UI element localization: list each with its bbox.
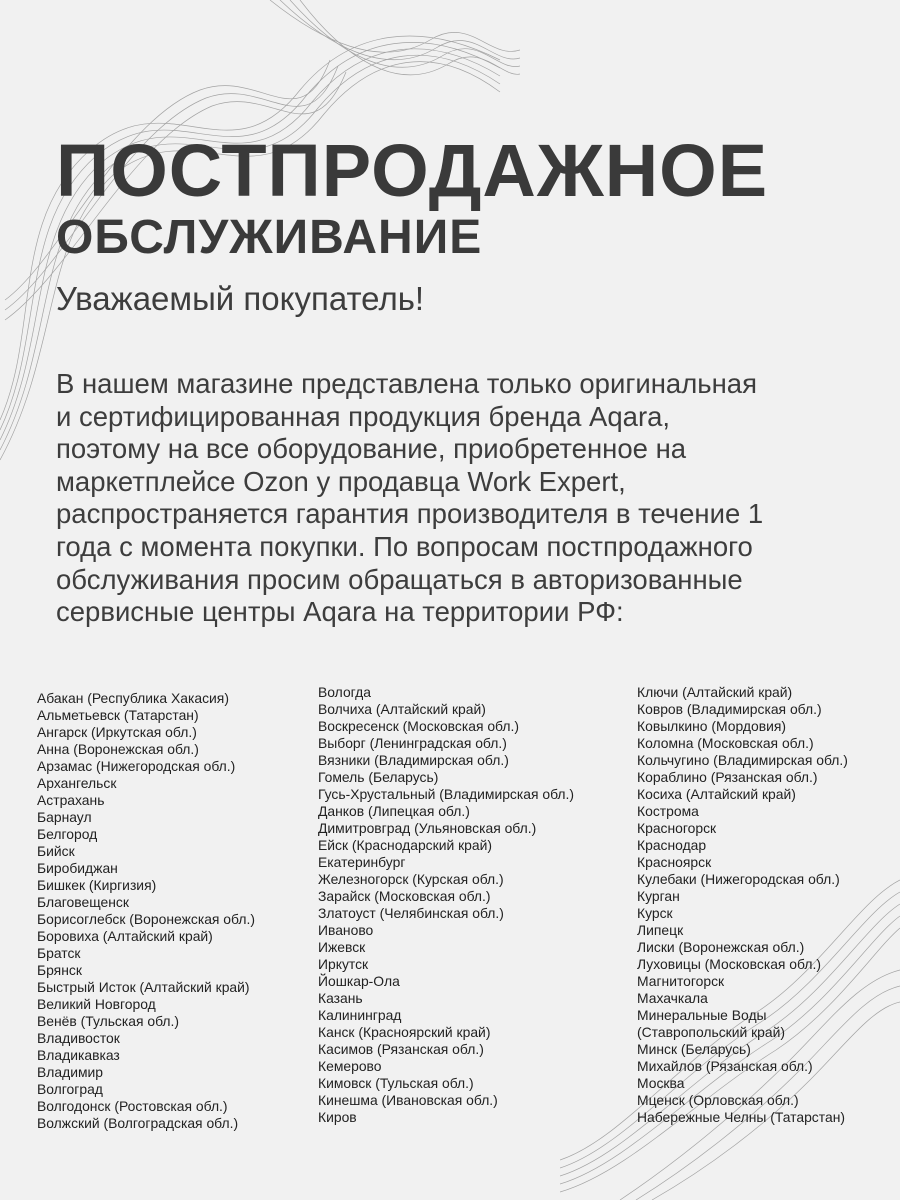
city-item: Ейск (Краснодарский край) <box>318 837 492 853</box>
warranty-line: сервисные центры Aqara на территории РФ: <box>56 596 624 628</box>
city-item: Минск (Беларусь) <box>637 1041 751 1057</box>
city-item: Кимовск (Тульская обл.) <box>318 1075 474 1091</box>
city-item: Волгодонск (Ростовская обл.) <box>37 1098 228 1114</box>
city-item: Димитровград (Ульяновская обл.) <box>318 820 537 836</box>
city-item: Бишкек (Киргизия) <box>37 877 157 893</box>
warranty-line: обслуживания просим обращаться в авторизованные <box>56 563 743 595</box>
city-item: Красногорск <box>637 820 717 836</box>
city-item: Железногорск (Курская обл.) <box>318 871 504 887</box>
city-item: Братск <box>37 945 81 961</box>
city-item: Венёв (Тульская обл.) <box>37 1013 180 1029</box>
city-item: Киров <box>318 1109 357 1125</box>
city-item: Махачкала <box>637 990 708 1006</box>
warranty-line: маркетплейсе Ozon у продавца Work Expert, <box>56 465 626 497</box>
warranty-line: распространяется гарантия производителя в течение 1 <box>56 498 764 530</box>
city-item: Иркутск <box>318 956 369 972</box>
city-item: Волчиха (Алтайский край) <box>318 701 486 717</box>
city-item: Арзамас (Нижегородская обл.) <box>37 758 236 774</box>
city-item: Липецк <box>637 922 684 938</box>
city-item: Набережные Челны (Татарстан) <box>637 1109 845 1125</box>
page-title: ПОСТПРОДАЖНОЕ <box>56 129 769 212</box>
city-item: Курган <box>637 888 680 904</box>
city-item: Кемерово <box>318 1058 382 1074</box>
city-list-column-2 <box>318 684 574 1126</box>
warranty-line: года с момента покупки. По вопросам постпродажного <box>56 530 753 562</box>
city-item: Зарайск (Московская обл.) <box>318 888 491 904</box>
city-item: Барнаул <box>37 809 92 825</box>
city-item: Ангарск (Иркутская обл.) <box>37 724 197 740</box>
city-item: Волжский (Волгоградская обл.) <box>37 1115 239 1131</box>
city-item: Магнитогорск <box>637 973 725 989</box>
city-item: (Ставропольский край) <box>637 1024 786 1040</box>
city-item: Вологда <box>318 684 371 700</box>
city-item: Владикавказ <box>37 1047 120 1063</box>
warranty-line: В нашем магазине представлена только оригинальная <box>56 368 757 399</box>
city-item: Кулебаки (Нижегородская обл.) <box>637 871 840 887</box>
city-list-column-1 <box>37 690 255 1132</box>
city-item: Выборг (Ленинградская обл.) <box>318 735 507 751</box>
city-item: Ключи (Алтайский край) <box>637 684 793 700</box>
city-item: Боровиха (Алтайский край) <box>37 928 213 944</box>
city-item: Коломна (Московская обл.) <box>637 735 814 751</box>
city-item: Борисоглебск (Воронежская обл.) <box>37 911 255 927</box>
city-item: Брянск <box>37 962 82 978</box>
city-item: Воскресенск (Московская обл.) <box>318 718 519 734</box>
city-item: Краснодар <box>637 837 707 853</box>
city-item: Астрахань <box>37 792 105 808</box>
city-item: Гомель (Беларусь) <box>318 769 439 785</box>
city-item: Данков (Липецкая обл.) <box>318 803 470 819</box>
warranty-text <box>56 368 876 629</box>
city-item: Белгород <box>37 826 98 842</box>
city-item: Волгоград <box>37 1081 103 1097</box>
greeting: Уважаемый покупатель! <box>56 280 425 317</box>
city-item: Архангельск <box>37 775 117 791</box>
city-item: Кинешма (Ивановская обл.) <box>318 1092 498 1108</box>
city-item: Мценск (Орловская обл.) <box>637 1092 799 1108</box>
city-item: Екатеринбург <box>318 854 406 870</box>
city-item: Минеральные Воды <box>637 1007 767 1023</box>
city-item: Владивосток <box>37 1030 120 1046</box>
city-item: Благовещенск <box>37 894 129 910</box>
city-item: Владимир <box>37 1064 103 1080</box>
city-item: Луховицы (Московская обл.) <box>637 956 821 972</box>
city-item: Ижевск <box>318 939 366 955</box>
warranty-line: и сертифицированная продукция бренда Aqara, <box>56 400 671 432</box>
city-item: Калининград <box>318 1007 402 1023</box>
city-item: Кораблино (Рязанская обл.) <box>637 769 818 785</box>
city-item: Москва <box>637 1075 685 1091</box>
city-item: Гусь-Хрустальный (Владимирская обл.) <box>318 786 575 802</box>
city-item: Быстрый Исток (Алтайский край) <box>37 979 250 995</box>
city-item: Анна (Воронежская обл.) <box>37 741 199 757</box>
city-item: Абакан (Республика Хакасия) <box>37 690 229 706</box>
city-item: Михайлов (Рязанская обл.) <box>637 1058 813 1074</box>
city-list-column-3 <box>637 684 848 1126</box>
city-item: Казань <box>318 990 363 1006</box>
city-item: Красноярск <box>637 854 712 870</box>
city-item: Канск (Красноярский край) <box>318 1024 491 1040</box>
city-item: Златоуст (Челябинская обл.) <box>318 905 504 921</box>
city-item: Кострома <box>637 803 699 819</box>
city-item: Лиски (Воронежская обл.) <box>637 939 805 955</box>
city-item: Косиха (Алтайский край) <box>637 786 796 802</box>
city-item: Курск <box>637 905 673 921</box>
warranty-line: поэтому на все оборудование, приобретенное на <box>56 433 687 465</box>
city-item: Бийск <box>37 843 75 859</box>
page-subtitle: ОБСЛУЖИВАНИЕ <box>56 211 483 264</box>
city-item: Иваново <box>318 922 374 938</box>
city-item: Великий Новгород <box>37 996 156 1012</box>
city-item: Биробиджан <box>37 860 118 876</box>
city-item: Кольчугино (Владимирская обл.) <box>637 752 848 768</box>
city-item: Йошкар-Ола <box>318 973 400 989</box>
city-item: Альметьевск (Татарстан) <box>37 707 199 723</box>
city-item: Вязники (Владимирская обл.) <box>318 752 509 768</box>
city-item: Ковылкино (Мордовия) <box>637 718 786 734</box>
city-item: Касимов (Рязанская обл.) <box>318 1041 484 1057</box>
city-item: Ковров (Владимирская обл.) <box>637 701 822 717</box>
